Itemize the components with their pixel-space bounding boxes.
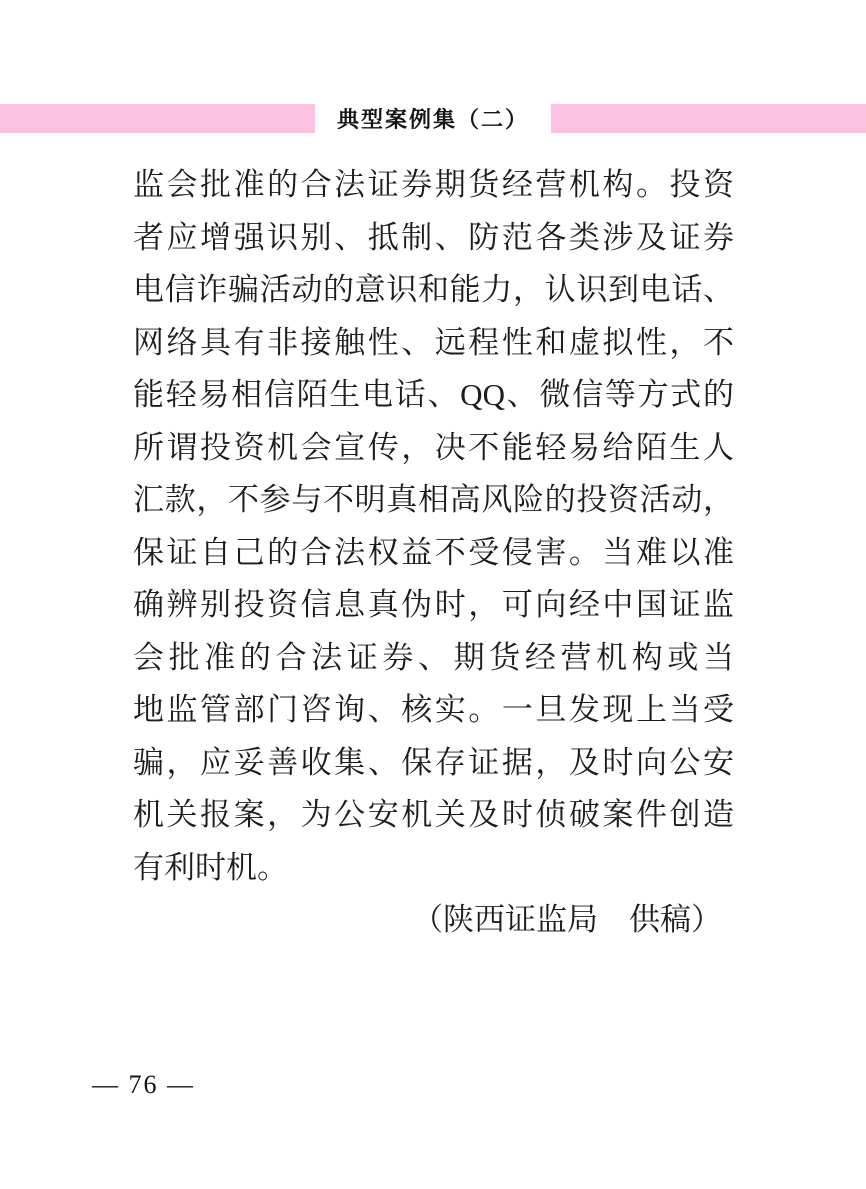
page-header xyxy=(0,104,866,133)
text-line: 保证自己的合法权益不受侵害。当难以准 xyxy=(133,534,734,570)
page-header-title: 典型案例集（二） xyxy=(337,107,530,132)
text-line: 确辨别投资信息真伪时，可向经中国证监 xyxy=(133,587,734,622)
text-line: 电信诈骗活动的意识和能力，认识到电话、 xyxy=(133,272,734,307)
text-line: 汇款，不参与不明真相高风险的投资活动， xyxy=(133,482,734,517)
text-line: 骗，应妥善收集、保存证据，及时向公安 xyxy=(133,744,734,780)
text-line: 监会批准的合法证券期货经营机构。投资 xyxy=(133,167,734,202)
text-line: 有利时机。 xyxy=(133,849,288,885)
text-line: 地监管部门咨询、核实。一旦发现上当受 xyxy=(133,692,734,727)
text-line: 机关报案，为公安机关及时侦破案件创造 xyxy=(133,797,734,832)
header-bar-right xyxy=(551,104,866,133)
page-number: — 76 — xyxy=(92,1070,195,1099)
text-line: 者应增强识别、抵制、防范各类涉及证券 xyxy=(133,219,734,255)
text-line: 网络具有非接触性、远程性和虚拟性，不 xyxy=(133,324,734,360)
text-line: 所谓投资机会宣传，决不能轻易给陌生人 xyxy=(133,429,734,465)
text-line: 会批准的合法证券、期货经营机构或当 xyxy=(133,639,734,675)
attribution-line: （陕西证监局 供稿） xyxy=(412,902,722,937)
header-bar-left xyxy=(0,104,315,133)
body-text xyxy=(133,159,734,947)
text-line: 能轻易相信陌生电话、QQ、微信等方式的 xyxy=(133,377,734,412)
